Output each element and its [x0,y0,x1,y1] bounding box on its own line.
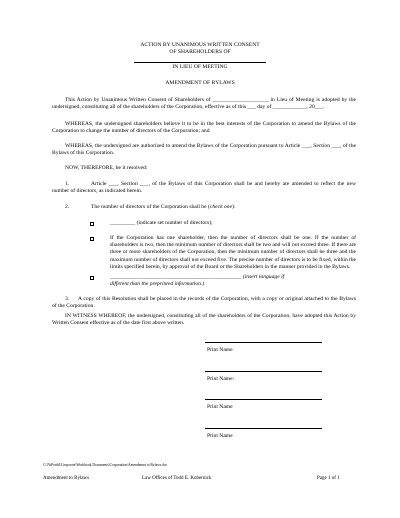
option-3-italic-1: (insert language if [242,274,285,280]
footer-center: Law Offices of Todd E. Kobernick [142,476,212,481]
witness-paragraph: IN WITNESS WHEREOF, the undersigned, constituting all of the shareholders of the Corporation, have adopted this Action by Written Consent effective as of the date first above written. [52,313,356,327]
signature-line-1[interactable] [205,342,322,343]
option-2-text: If the Corporation has one shareholder, then the number of directors shall be one. If the number of shareholders is two, then the minimum number of directors shall be two and will not exceed three. If there are three or more shareholders of the Corporation, then the minimum number of directors shall be three and the maximum number of directors shall not exceed five. The precise number of directors is to be fixed, within the limits specified herein, by approval of the Board or the Shareholders in the manner provided in the Bylaws. [110,235,356,270]
signature-line-3[interactable] [205,399,322,400]
item-2-number: 2. [65,204,70,210]
corporation-name-line [134,62,266,63]
item-1-number: 1. [65,181,70,187]
signature-line-2[interactable] [205,371,322,372]
option-1-text: _________ (indicate set number of directors); [110,220,213,226]
option-3-checkbox[interactable] [90,276,94,280]
footer-file-path: C:\NrPortbl\Corporate\Workbook Documents\Corporation\Amendment to Bylaws.doc [43,463,168,467]
whereas-paragraph-2: WHEREAS, the undersigned are authorized to amend the Bylaws of the Corporation pursuant to Article ___, Section ___, of the Bylaws of this Corporation. [52,143,356,157]
option-3-line-2 [110,281,356,288]
option-3-italic-2: different than the preprinted information.) [110,281,205,287]
item-2-text [91,204,355,211]
item-1-text: Article ___, Section ___, of the Bylaws of this Corporation shall be and hereby are amended to reflect the new number of directors, as indicated herein. [52,181,356,195]
item-2-text-pre: The number of directors of the Corporation shall be ( [91,204,210,210]
resolved-line: NOW, THEREFORE, be it resolved: [65,165,148,171]
document-title: AMENDMENT OF BYLAWS [165,80,235,86]
item-3-text: A copy of this Resolution shall be placed in the records of the Corporation, with a copy or original attached to the Bylaws of the Corporation. [52,296,356,310]
signature-label-1: Print Name [207,347,233,353]
signature-label-2: Print Name: [207,376,235,382]
footer-page-number: Page 1 of 1 [317,476,340,481]
header-line-1: ACTION BY UNANIMOUS WRITTEN CONSENT [140,42,260,48]
signature-label-3: Print Name [207,404,233,410]
option-1-checkbox[interactable] [90,222,94,226]
item-2-text-italic: check one [209,204,233,210]
whereas-paragraph-1: WHEREAS, the undersigned shareholders believe it to be in the best interests of the Corporation to amend the Bylaws of the Corporation to change the number of directors of the Corporation; and [52,121,356,135]
header-line-2: OF SHAREHOLDERS OF [169,49,231,55]
signature-line-4[interactable] [205,428,322,429]
footer-left: Amendment to Bylaws [43,476,90,481]
header-line-3: IN LIEU OF MEETING [172,64,228,70]
intro-paragraph: This Action by Unanimous Written Consent of Shareholders of ____________________ in Lieu of Meeting is adopted by the undersigned, constituting all of the shareholders of the Corporation, effective as of this ___ day of ____________, 20___. [52,97,356,111]
item-3-number: 3. [65,296,70,302]
item-2-text-post: ): [232,204,236,210]
option-2-checkbox[interactable] [90,237,94,241]
signature-label-4: Print Name [207,433,233,439]
option-3-blank: _______________________________________________ [110,274,242,280]
